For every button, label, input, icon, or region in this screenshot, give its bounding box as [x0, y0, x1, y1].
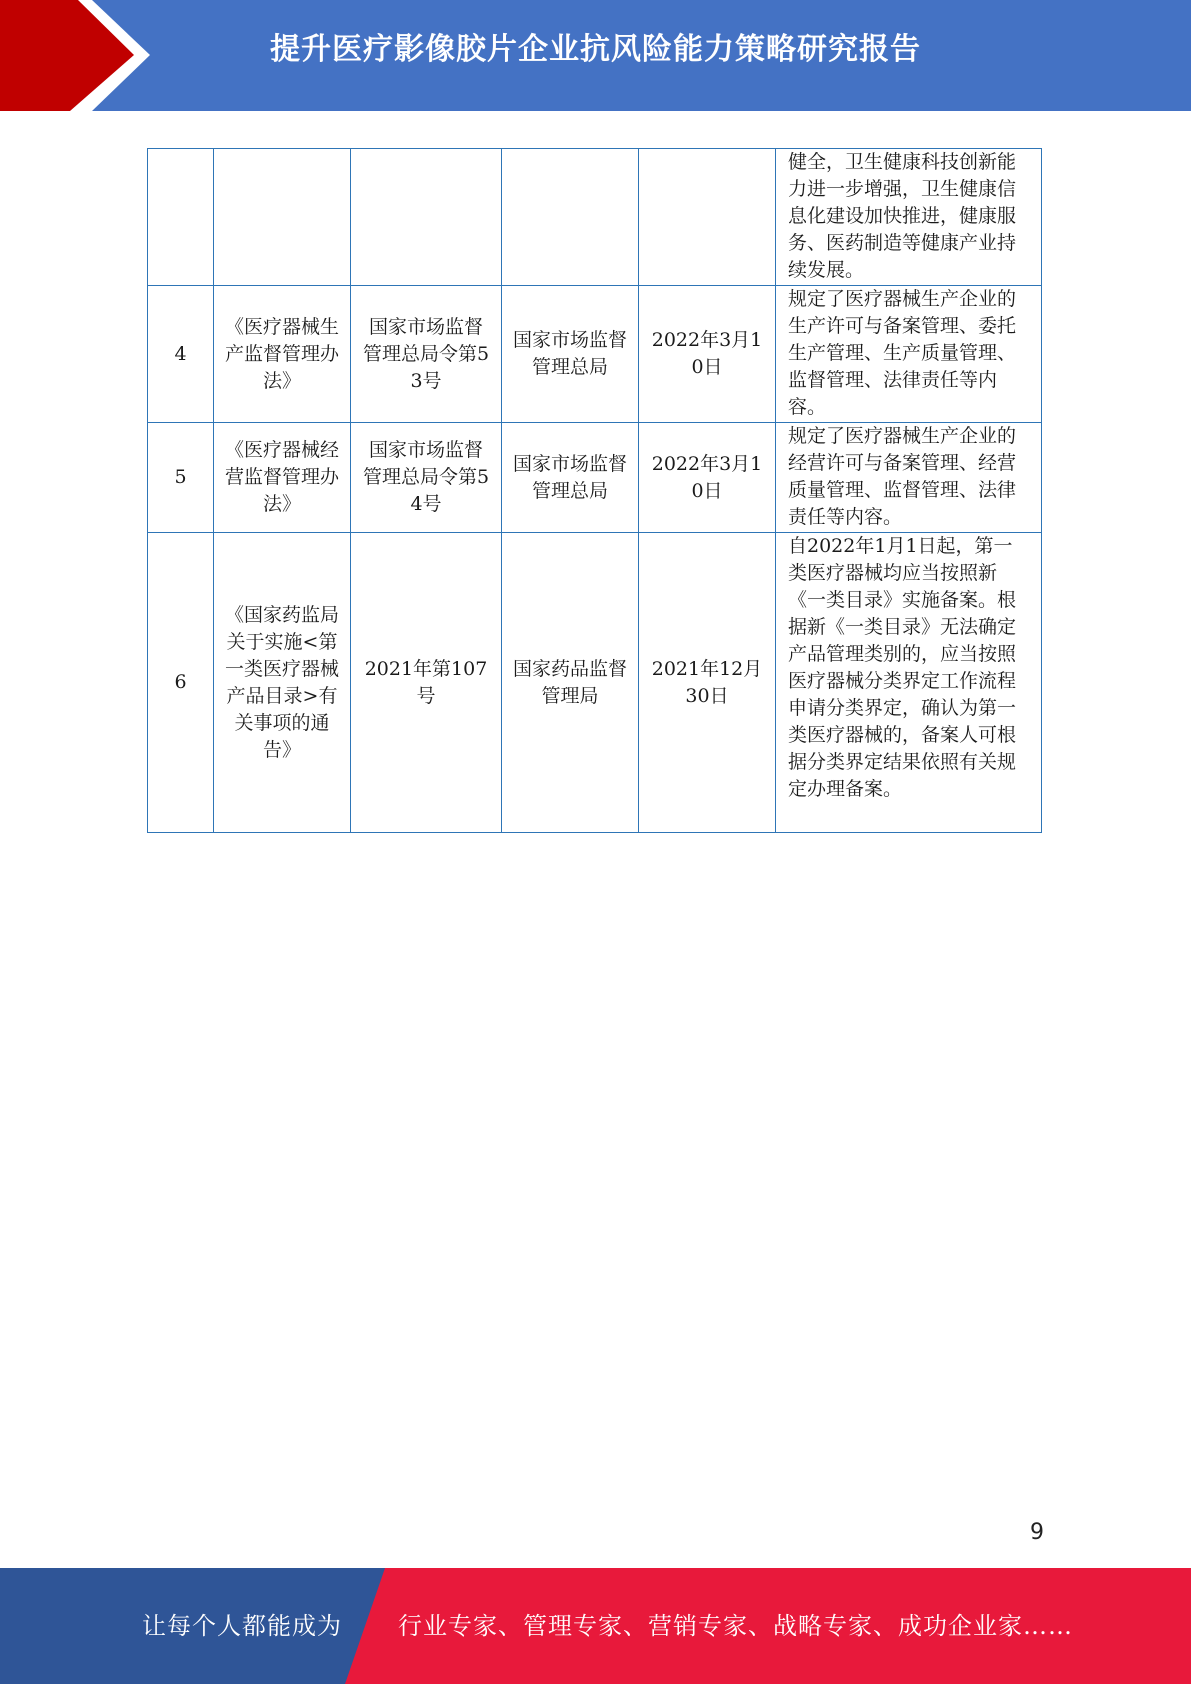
cell-name [214, 149, 351, 286]
cell-doc-no: 国家市场监督管理总局令第54号 [351, 423, 502, 533]
cell-no: 4 [148, 286, 214, 423]
cell-content: 自2022年1月1日起，第一类医疗器械均应当按照新《一类目录》实施备案。根据新《一类目录》无法确定产品管理类别的，应当按照医疗器械分类界定工作流程申请分类界定，确认为第一类医疗器械的，备案人可根据分类界定结果依照有关规定办理备案。 [776, 533, 1042, 833]
page-header [0, 0, 1191, 111]
cell-name: 《医疗器械经营监督管理办法》 [214, 423, 351, 533]
cell-doc-no [351, 149, 502, 286]
cell-date [639, 149, 776, 286]
table-row [148, 533, 1042, 833]
table-row [148, 423, 1042, 533]
table-row [148, 286, 1042, 423]
table-row [148, 149, 1042, 286]
cell-date: 2022年3月10日 [639, 423, 776, 533]
cell-date: 2021年12月30日 [639, 533, 776, 833]
footer-slogan-right: 行业专家、管理专家、营销专家、战略专家、成功企业家…… [398, 1612, 1073, 1640]
cell-issuer: 国家市场监督管理总局 [502, 423, 639, 533]
cell-doc-no: 2021年第107号 [351, 533, 502, 833]
cell-issuer: 国家药品监督管理局 [502, 533, 639, 833]
cell-content: 规定了医疗器械生产企业的生产许可与备案管理、委托生产管理、生产质量管理、监督管理、法律责任等内容。 [776, 286, 1042, 423]
cell-issuer: 国家市场监督管理总局 [502, 286, 639, 423]
cell-no: 6 [148, 533, 214, 833]
cell-issuer [502, 149, 639, 286]
page-number: 9 [1030, 1520, 1044, 1545]
regulations-table [147, 148, 1042, 833]
report-title: 提升医疗影像胶片企业抗风险能力策略研究报告 [270, 32, 921, 67]
cell-name: 《医疗器械生产监督管理办法》 [214, 286, 351, 423]
cell-doc-no: 国家市场监督管理总局令第53号 [351, 286, 502, 423]
cell-no: 5 [148, 423, 214, 533]
cell-no [148, 149, 214, 286]
cell-date: 2022年3月10日 [639, 286, 776, 423]
cell-content: 规定了医疗器械生产企业的经营许可与备案管理、经营质量管理、监督管理、法律责任等内容。 [776, 423, 1042, 533]
cell-name: 《国家药监局关于实施<第一类医疗器械产品目录>有关事项的通告》 [214, 533, 351, 833]
footer-slogan-left: 让每个人都能成为 [142, 1612, 342, 1640]
page-footer [0, 1568, 1191, 1684]
cell-content: 健全，卫生健康科技创新能力进一步增强，卫生健康信息化建设加快推进，健康服务、医药制造等健康产业持续发展。 [776, 149, 1042, 286]
